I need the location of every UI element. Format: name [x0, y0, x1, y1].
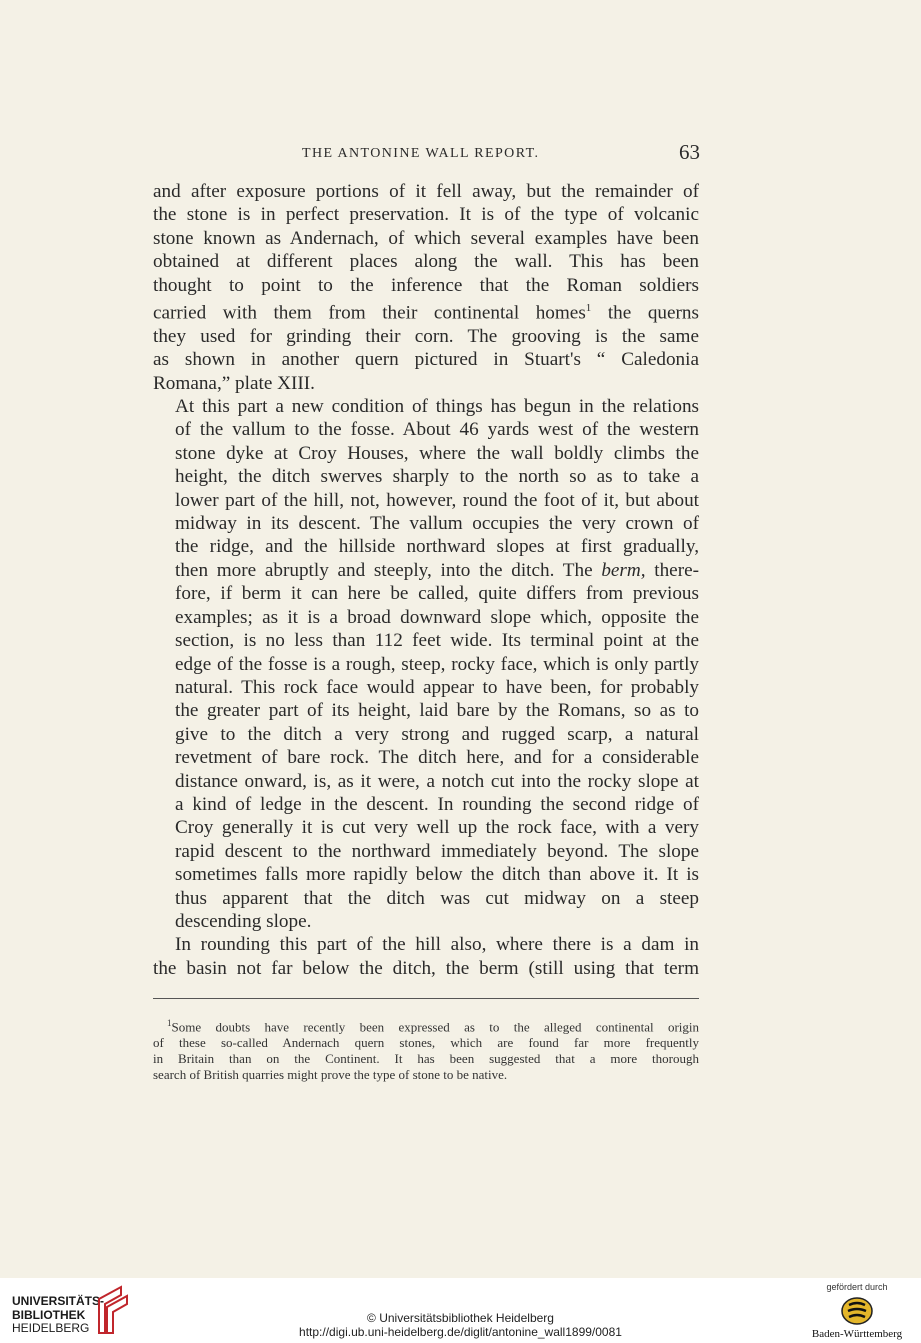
text-line: sometimes falls more rapidly below the ditch than above it. It is [175, 864, 699, 886]
text-segment: the querns [591, 302, 699, 324]
text-line: lower part of the hill, not, however, round the foot of it, but about [175, 489, 699, 511]
text-line: a kind of ledge in the descent. In rounding the second ridge of [175, 793, 699, 815]
text-line: they used for grinding their corn. The grooving is the same [153, 325, 699, 347]
text-line: At this part a new condition of things has begun in the relations [175, 396, 699, 418]
text-line: Romana,” plate XIII. [153, 372, 315, 394]
italic-term: berm, [601, 559, 646, 581]
sponsor-label: gefördert durch [826, 1282, 888, 1292]
text-line: the basin not far below the ditch, the berm (still using that term [153, 957, 699, 979]
text-line: Croy generally it is cut very well up the rock face, with a very [175, 817, 699, 839]
library-name-line: HEIDELBERG [12, 1321, 90, 1335]
footnote [153, 1016, 699, 1083]
text-line: the stone is in perfect preservation. It is of the type of volcanic [153, 204, 699, 226]
text-line: as shown in another quern pictured in Stuart's “ Caledonia [153, 349, 699, 371]
text-line: midway in its descent. The vallum occupies the very crown of [175, 513, 699, 535]
text-line: rapid descent to the northward immediately beyond. The slope [175, 840, 699, 862]
footnote-line [153, 1016, 699, 1035]
text-line: edge of the fosse is a rough, steep, rocky face, which is only partly [175, 653, 699, 675]
text-line: the ridge, and the hillside northward slopes at first gradually, [175, 536, 699, 558]
text-line: obtained at different places along the wall. This has been [153, 251, 699, 273]
sponsor-block [807, 1282, 907, 1340]
footnote-line: in Britain than on the Continent. It has been suggested that a more thorough [153, 1050, 699, 1066]
text-segment: carried with them from their continental homes [153, 302, 586, 324]
text-line: height, the ditch swerves sharply to the north so as to take a [175, 466, 699, 488]
text-segment: then more abruptly and steeply, into the ditch. The [175, 559, 593, 581]
paragraph-2 [153, 395, 699, 933]
text-line [153, 297, 699, 325]
text-line: and after exposure portions of it fell away, but the remainder of [153, 181, 699, 202]
footnote-ref[interactable]: 1 [585, 302, 592, 315]
text-line: stone known as Andernach, of which several examples have been [153, 227, 699, 249]
page-number: 63 [679, 140, 700, 164]
footnote-line: search of British quarries might prove the type of stone to be native. [153, 1066, 508, 1082]
text-line: the greater part of its height, laid bare by the Romans, so as to [175, 700, 699, 722]
library-name-line: UNIVERSITÄTS- [12, 1294, 105, 1308]
text-line [153, 559, 699, 582]
sponsor-name: Baden-Württemberg [811, 1328, 903, 1340]
digitization-footer [0, 1278, 921, 1343]
paragraph-1 [153, 180, 699, 395]
text-segment: there- [645, 559, 699, 581]
text-line: give to the ditch a very strong and rugged scarp, a natural [175, 723, 699, 745]
text-line: thus apparent that the ditch was cut midway on a steep [175, 887, 699, 909]
text-line: section, is no less than 112 feet wide. Its terminal point at the [175, 630, 699, 652]
text-segment: Some doubts have recently been expressed as to the alleged continental origin [171, 1019, 699, 1035]
coat-of-arms-icon [840, 1296, 874, 1326]
footnote-line: of these so-called Andernach quern stones, which are found far more frequently [153, 1035, 699, 1051]
footnote-marker: 1 [167, 1018, 172, 1028]
text-line: thought to point to the inference that the Roman soldiers [153, 274, 699, 296]
text-line: distance onward, is, as it were, a notch cut into the rocky slope at [175, 770, 699, 792]
credit-block [0, 1307, 921, 1339]
library-name-line: BIBLIOTHEK [12, 1307, 86, 1322]
text-line: natural. This rock face would appear to have been, for probably [175, 676, 699, 698]
text-line: In rounding this part of the hill also, where there is a dam in [175, 934, 699, 956]
copyright-text: © Universitätsbibliothek Heidelberg [367, 1311, 554, 1325]
body-text [153, 180, 699, 980]
text-line: revetment of bare rock. The ditch here, and for a considerable [175, 747, 699, 769]
text-line: stone dyke at Croy Houses, where the wall boldly climbs the [175, 442, 699, 464]
text-line: of the vallum to the fosse. About 46 yards west of the western [175, 419, 699, 441]
text-line: descending slope. [175, 910, 312, 932]
running-title: THE ANTONINE WALL REPORT. [302, 146, 540, 161]
footnote-rule [153, 998, 699, 999]
text-line: examples; as it is a broad downward slope which, opposite the [175, 606, 699, 628]
permalink-url[interactable]: http://digi.ub.uni-heidelberg.de/diglit/antonine_wall1899/0081 [299, 1325, 622, 1339]
paragraph-3 [153, 933, 699, 980]
text-line: fore, if berm it can here be called, quite differs from previous [175, 583, 699, 605]
